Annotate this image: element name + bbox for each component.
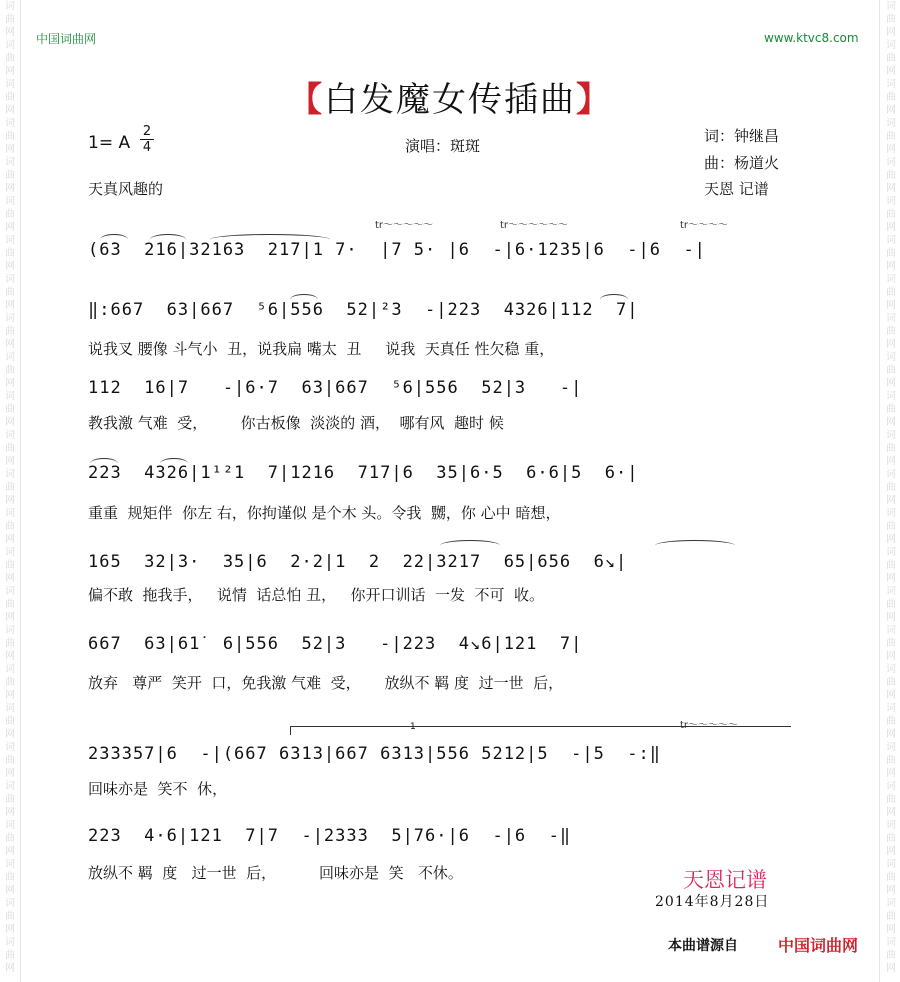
transcriber: 天恩 记谱 bbox=[704, 180, 769, 198]
notation-line-6: 667 63|61̇ 6|556 52|3 -|223 4↘6|121 7| bbox=[88, 634, 583, 654]
lyric-line-4: 重重 规矩伴 你左 右，你拘谨似 是个木 头。令我 嬲，你 心中 暗想， bbox=[88, 504, 561, 522]
title-bracket-close: 】 bbox=[576, 80, 612, 120]
lyric-line-2: 说我叉 腰像 斗气小 丑，说我扁 嘴太 丑 说我 天真任 性欠稳 重， bbox=[88, 340, 555, 358]
lyric-line-5: 偏不敢 拖我手， 说情 话总怕 丑， 你开口训话 一发 不可 收。 bbox=[88, 586, 545, 604]
watermark-left: 词曲网词曲网词曲网词曲网词曲网词曲网词曲网词曲网词曲网词曲网词曲网词曲网词曲网词曲网词曲网词曲网词曲网词曲网词曲网词曲网词曲网词曲网词曲网词曲网词曲网 bbox=[5, 1, 15, 974]
slur bbox=[655, 540, 735, 551]
performance-style: 天真风趣的 bbox=[88, 180, 164, 198]
title-text: 白发魔女传插曲 bbox=[324, 80, 576, 120]
trill-mark: tr～～～～ bbox=[680, 220, 729, 231]
lyric-line-8: 放纵不 羁 度 过一世 后， 回味亦是 笑 不休。 bbox=[88, 864, 463, 882]
notation-line-3: 112 16|7 -|6·7 63|667 ⁵6|556 52|3 -| bbox=[88, 378, 583, 398]
volta-bracket bbox=[290, 726, 791, 735]
time-signature-bottom: 4 bbox=[140, 139, 154, 155]
notation-line-4: 223 4326|1¹²1 7|1216 717|6 35|6·5 6·6|5 6·| bbox=[88, 463, 639, 483]
page-title bbox=[0, 72, 900, 121]
time-signature bbox=[140, 124, 154, 155]
lyric-line-7: 回味亦是 笑不 休， bbox=[88, 780, 228, 798]
watermark-right: 词曲网词曲网词曲网词曲网词曲网词曲网词曲网词曲网词曲网词曲网词曲网词曲网词曲网词曲网词曲网词曲网词曲网词曲网词曲网词曲网词曲网词曲网词曲网词曲网词曲网 bbox=[886, 1, 896, 974]
left-margin-rule bbox=[20, 0, 21, 982]
time-signature-top: 2 bbox=[142, 124, 152, 139]
lyricist: 词：钟继昌 bbox=[704, 127, 780, 145]
lyric-line-3: 教我激 气难 受， 你古板像 淡淡的 酒， 哪有风 趣时 候 bbox=[88, 414, 504, 432]
trill-mark: tr～～～～～～ bbox=[500, 220, 569, 231]
transcription-date: 2014年8月28日 bbox=[655, 894, 770, 910]
source-label: 本曲谱源自 bbox=[668, 938, 738, 954]
slur bbox=[440, 540, 500, 551]
trill-mark: tr～～～～～ bbox=[680, 720, 739, 731]
transcriber-signature: 天恩记谱 bbox=[683, 868, 767, 892]
notation-line-5: 165 32|3· 35|6 2·2|1 2 22|3217 65|656 6↘| bbox=[88, 552, 628, 572]
notation-line-7: 233357|6 -|(667 6313|667 6313|556 5212|5 -|5 -:‖ bbox=[88, 744, 661, 764]
notation-line-2: ‖:667 63|667 ⁵6|556 52|²3 -|223 4326|112 7| bbox=[88, 300, 639, 320]
volta-number: 1 bbox=[410, 722, 416, 732]
site-url-link[interactable]: www.ktvc8.com bbox=[764, 31, 859, 45]
trill-mark: tr～～～～～ bbox=[375, 220, 434, 231]
key-signature: 1= A bbox=[88, 133, 131, 153]
title-bracket-open: 【 bbox=[288, 80, 324, 120]
source-site-link[interactable]: 中国词曲网 bbox=[778, 936, 859, 955]
site-name-link[interactable]: 中国词曲网 bbox=[36, 32, 97, 46]
notation-line-1: (6̇3 21̇6|32̇16̇3 21̇7|1 7· |7 5· |6 -|6·1235|6 -|6 -| bbox=[88, 240, 706, 260]
notation-line-8: 223 4·6|121 7|7 -|2333 5|76·|6 -|6 -‖ bbox=[88, 826, 572, 846]
composer: 曲：杨道火 bbox=[704, 154, 780, 172]
right-margin-rule bbox=[879, 0, 880, 982]
singer: 演唱：斑斑 bbox=[405, 137, 481, 155]
lyric-line-6: 放弃 尊严 笑开 口，免我激 气难 受， 放纵不 羁 度 过一世 后， bbox=[88, 674, 564, 692]
